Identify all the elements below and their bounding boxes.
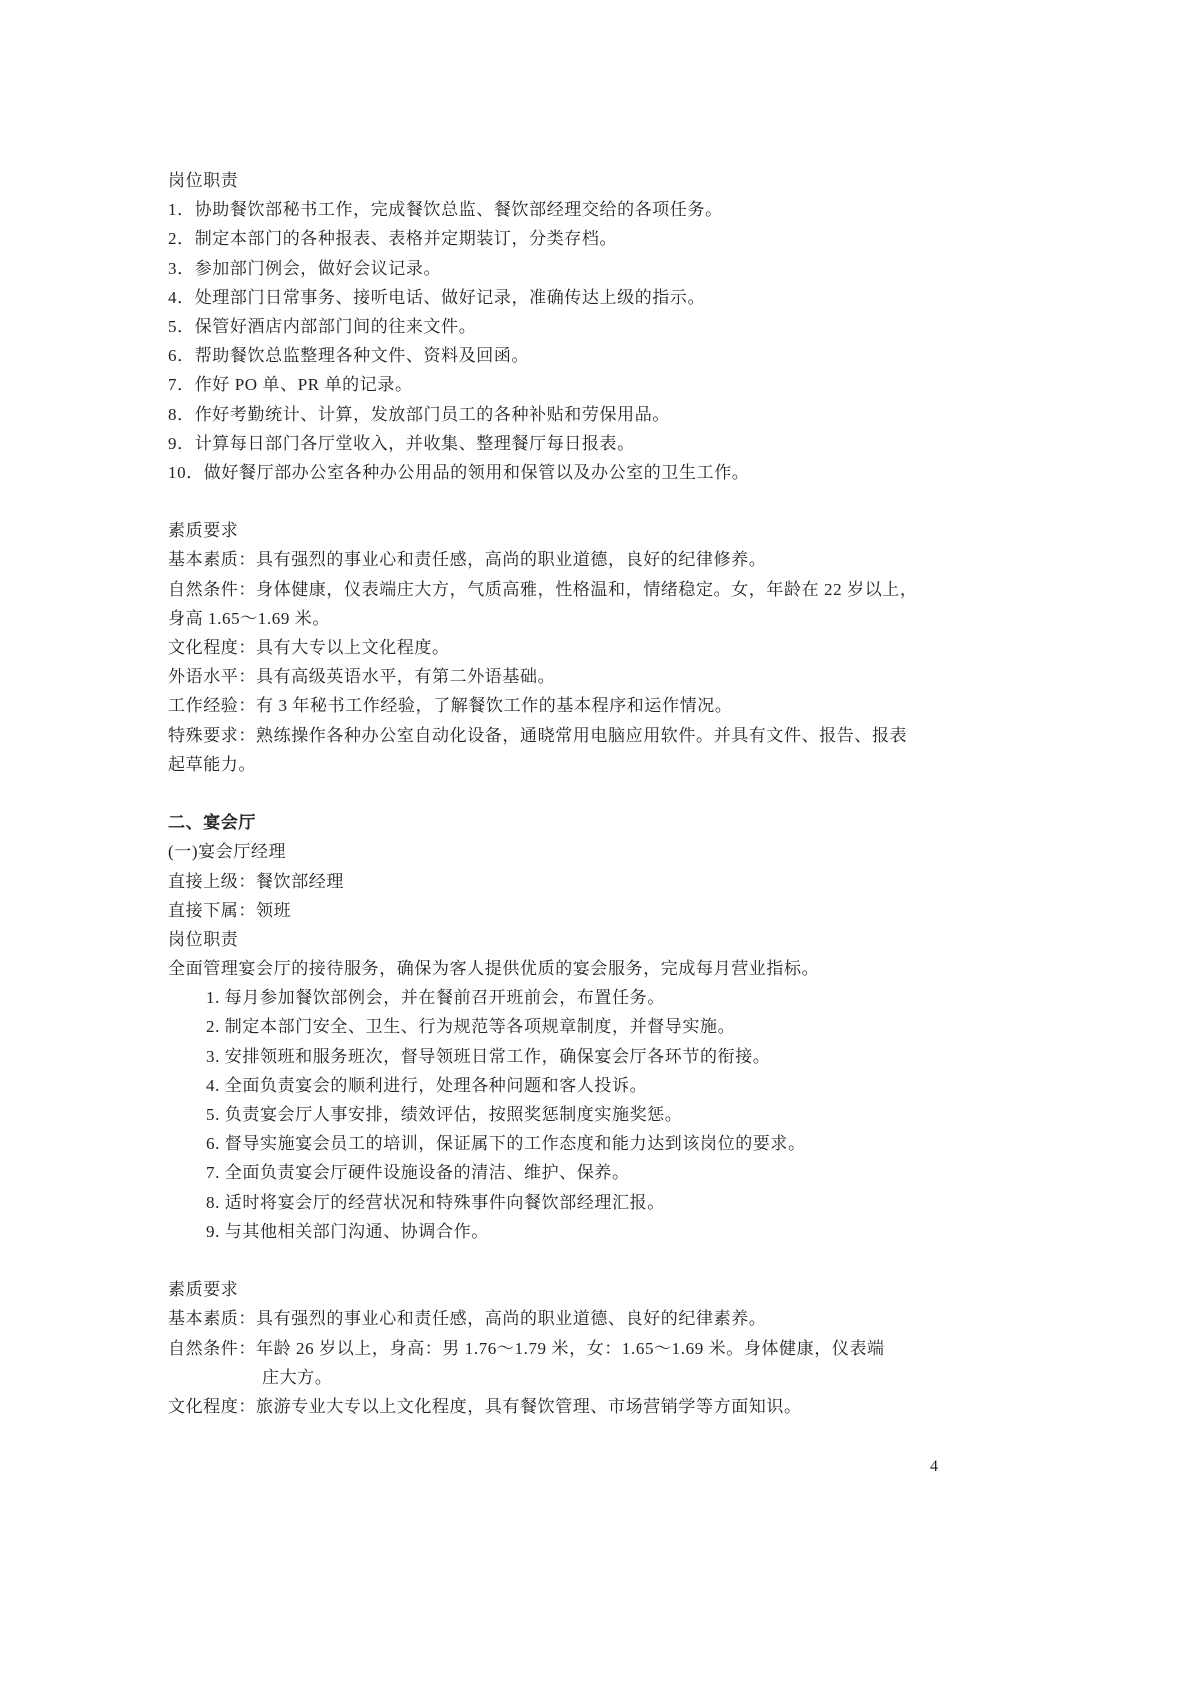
- list-item: 6. 督导实施宴会员工的培训，保证属下的工作态度和能力达到该岗位的要求。: [206, 1134, 806, 1154]
- paragraph-line: 自然条件：身体健康，仪表端庄大方，气质高雅，性格温和，情绪稳定。女，年龄在 22 岁以上，: [168, 579, 918, 599]
- paragraph-line: 特殊要求：熟练操作各种办公室自动化设备，通晓常用电脑应用软件。并具有文件、报告、报表: [168, 725, 908, 745]
- paragraph-line: 身高 1.65～1.69 米。: [168, 608, 330, 628]
- duties-list: [168, 983, 948, 1246]
- document-body: [168, 166, 948, 1421]
- paragraph-line: 基本素质：具有强烈的事业心和责任感，高尚的职业道德、良好的纪律素养。: [168, 1309, 767, 1329]
- paragraph-line: 自然条件：年龄 26 岁以上，身高：男 1.76～1.79 米，女：1.65～1.69 米。身体健康，仪表端: [168, 1338, 885, 1358]
- list-item: 7. 全面负责宴会厅硬件设施设备的清洁、维护、保养。: [206, 1163, 630, 1183]
- paragraph-line: 外语水平：具有高级英语水平，有第二外语基础。: [168, 667, 556, 687]
- list-item: 9．计算每日部门各厅堂收入，并收集、整理餐厅每日报表。: [168, 433, 635, 453]
- list-item: 8．作好考勤统计、计算，发放部门员工的各种补贴和劳保用品。: [168, 404, 670, 424]
- section-heading: 素质要求: [168, 1280, 239, 1300]
- subordinate-line: 直接下属：领班: [168, 900, 292, 920]
- list-item: 2．制定本部门的各种报表、表格并定期装订，分类存档。: [168, 229, 618, 249]
- paragraph-line: 基本素质：具有强烈的事业心和责任感，高尚的职业道德，良好的纪律修养。: [168, 550, 767, 570]
- paragraph-line: 起草能力。: [168, 754, 256, 774]
- paragraph-line: 工作经验：有 3 年秘书工作经验，了解餐饮工作的基本程序和运作情况。: [168, 696, 733, 716]
- list-item: 7．作好 PO 单、PR 单的记录。: [168, 375, 413, 395]
- list-item: 8. 适时将宴会厅的经营状况和特殊事件向餐饮部经理汇报。: [206, 1192, 665, 1212]
- paragraph-line: 庄大方。: [262, 1367, 333, 1387]
- list-item: 3．参加部门例会，做好会议记录。: [168, 258, 442, 278]
- list-item: 10．做好餐厅部办公室各种办公用品的领用和保管以及办公室的卫生工作。: [168, 462, 750, 482]
- list-item: 5. 负责宴会厅人事安排，绩效评估，按照奖惩制度实施奖惩。: [206, 1105, 683, 1124]
- list-item: 3. 安排领班和服务班次，督导领班日常工作，确保宴会厅各环节的衔接。: [206, 1046, 771, 1066]
- section-heading: 岗位职责: [168, 171, 239, 190]
- section-heading: 岗位职责: [168, 929, 239, 949]
- list-item: 1. 每月参加餐饮部例会，并在餐前召开班前会，布置任务。: [206, 988, 665, 1008]
- list-item: 1．协助餐饮部秘书工作，完成餐饮总监、餐饮部经理交给的各项任务。: [168, 200, 723, 220]
- duties-list: [168, 195, 948, 487]
- paragraph-line: 文化程度：具有大专以上文化程度。: [168, 638, 450, 657]
- list-item: 4．处理部门日常事务、接听电话、做好记录，准确传达上级的指示。: [168, 287, 706, 307]
- list-item: 2. 制定本部门安全、卫生、行为规范等各项规章制度，并督导实施。: [206, 1017, 736, 1037]
- section-heading: 素质要求: [168, 521, 239, 541]
- list-item: 5．保管好酒店内部部门间的往来文件。: [168, 316, 477, 336]
- superior-line: 直接上级：餐饮部经理: [168, 871, 344, 891]
- list-item: 9. 与其他相关部门沟通、协调合作。: [206, 1221, 489, 1241]
- section-title: 二、宴会厅: [168, 813, 256, 833]
- page-number: 4: [930, 1458, 938, 1475]
- paragraph-line: 全面管理宴会厅的接待服务，确保为客人提供优质的宴会服务，完成每月营业指标。: [168, 959, 820, 979]
- subsection-title: (一)宴会厅经理: [168, 842, 287, 862]
- paragraph-line: 文化程度：旅游专业大专以上文化程度，具有餐饮管理、市场营销学等方面知识。: [168, 1396, 802, 1416]
- list-item: 4. 全面负责宴会的顺利进行，处理各种问题和客人投诉。: [206, 1075, 648, 1095]
- list-item: 6．帮助餐饮总监整理各种文件、资料及回函。: [168, 346, 530, 366]
